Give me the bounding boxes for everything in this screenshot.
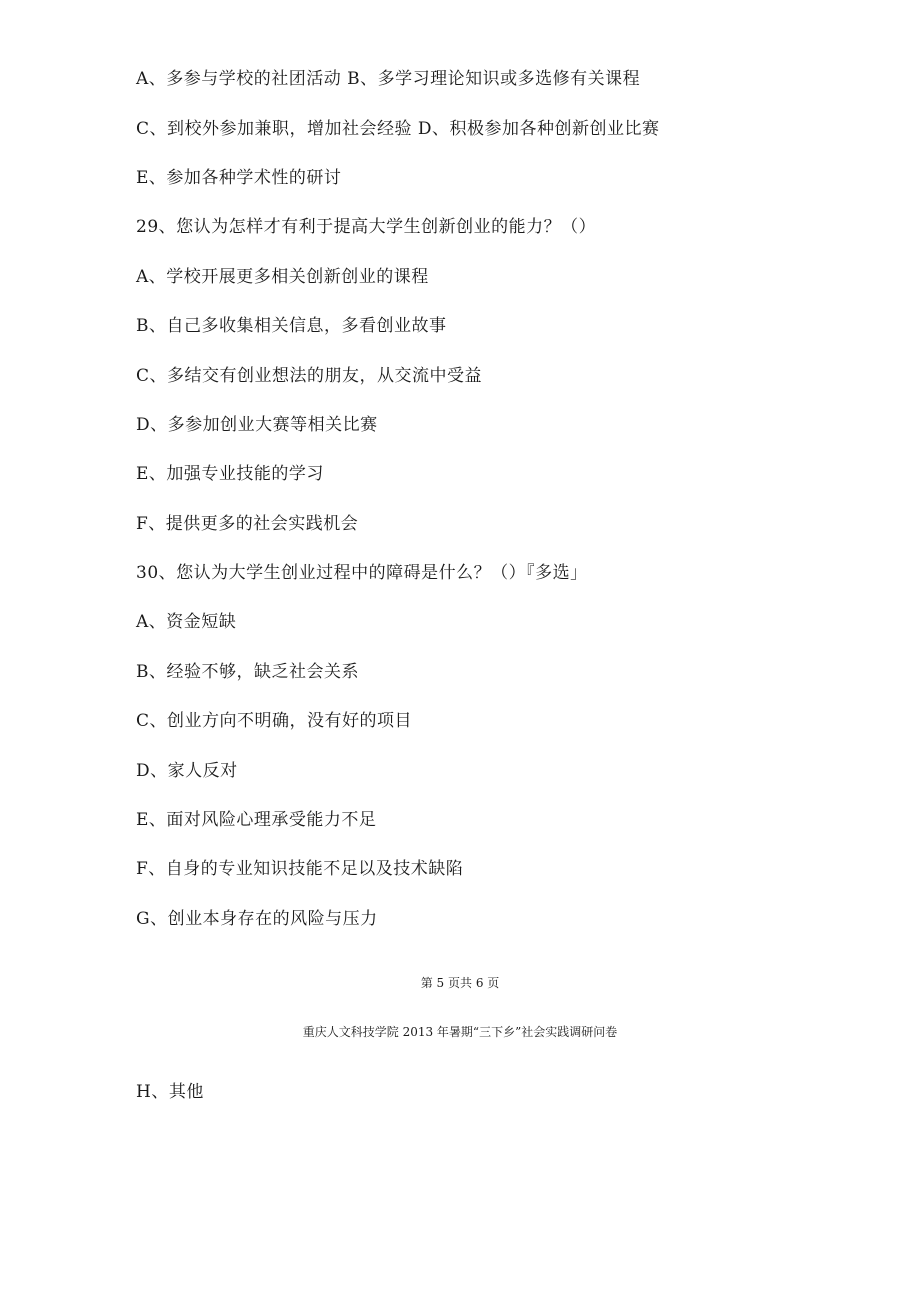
q29-option-b: B、自己多收集相关信息，多看创业故事 — [136, 316, 447, 336]
q28-option-ab: A、多参与学校的社团活动 B、多学习理论知识或多选修有关课程 — [136, 69, 641, 89]
q29-option-f: F、提供更多的社会实践机会 — [136, 514, 359, 534]
q29-option-c: C、多结交有创业想法的朋友，从交流中受益 — [136, 366, 483, 386]
page-number: 第 5 页共 6 页 — [420, 976, 500, 990]
q30-option-b: B、经验不够，缺乏社会关系 — [136, 662, 359, 682]
q30-option-g: G、创业本身存在的风险与压力 — [136, 909, 378, 929]
q30-option-f: F、自身的专业知识技能不足以及技术缺陷 — [136, 859, 464, 879]
q30-option-a: A、资金短缺 — [136, 612, 237, 632]
q30-option-c: C、创业方向不明确，没有好的项目 — [136, 711, 413, 731]
running-header-title: 重庆人文科技学院 2013 年暑期“三下乡”社会实践调研问卷 — [302, 1025, 618, 1039]
q28-option-e: E、参加各种学术性的研讨 — [136, 168, 342, 188]
q30-option-d: D、家人反对 — [136, 761, 238, 781]
q29-option-d: D、多参加创业大赛等相关比赛 — [136, 415, 378, 435]
q30-question: 30、您认为大学生创业过程中的障碍是什么？（）『多选」 — [136, 563, 588, 583]
q30-option-h: H、其他 — [136, 1082, 204, 1102]
q29-option-e: E、加强专业技能的学习 — [136, 464, 324, 484]
q28-option-cd: C、到校外参加兼职，增加社会经验 D、积极参加各种创新创业比赛 — [136, 119, 660, 139]
q29-question: 29、您认为怎样才有利于提高大学生创新创业的能力？（） — [136, 217, 597, 237]
q30-option-e: E、面对风险心理承受能力不足 — [136, 810, 377, 830]
q29-option-a: A、学校开展更多相关创新创业的课程 — [136, 267, 429, 287]
